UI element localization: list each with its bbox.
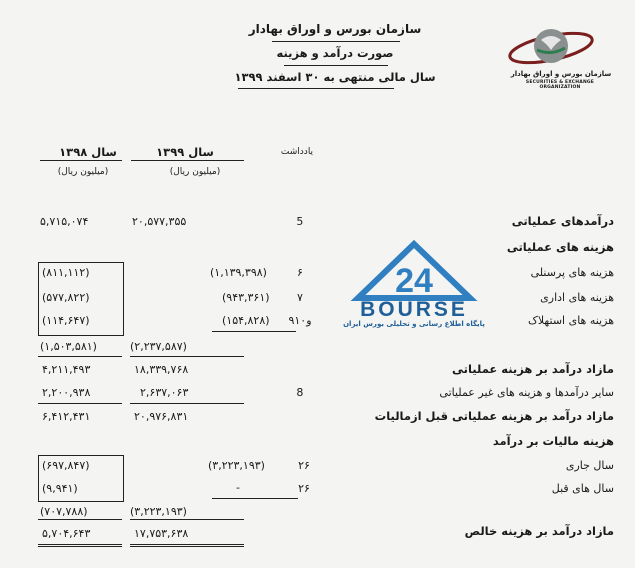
watermark-numeral: 24 <box>395 262 433 300</box>
row-label-prior-years: سال های قبل <box>551 482 614 495</box>
note-operating-revenue: 5 <box>296 215 304 228</box>
row-label-other-income: سایر درآمدها و هزینه های غیر عملیاتی <box>439 386 614 399</box>
value-1399-surplus-before-tax: ۲۰,۹۷۶,۸۳۱ <box>134 410 189 423</box>
value-1398-surplus-operating: ۴,۲۱۱,۴۹۳ <box>42 363 91 376</box>
value-1398-tax-total: (۷۰۷,۷۸۸) <box>40 505 88 518</box>
statement-period: سال مالی منتهی به ۳۰ اسفند ۱۳۹۹ <box>234 70 436 84</box>
row-label-current-year: سال جاری <box>565 459 614 472</box>
bourse24-triangle-icon <box>340 240 488 302</box>
row-label-income-tax: هزینه مالیات بر درآمد <box>492 434 614 448</box>
row-label-operating-revenue: درآمدهای عملیاتی <box>511 214 614 228</box>
statement-title: صورت درآمد و هزینه <box>276 46 394 60</box>
detail-1399-current-year: (۳,۲۲۳,۱۹۳) <box>208 459 265 472</box>
note-prior-years: ۲۶ <box>298 482 310 495</box>
value-1399-surplus-operating: ۱۸,۳۳۹,۷۶۸ <box>134 363 189 376</box>
value-1398-surplus-before-tax: ۶,۴۱۲,۴۳۱ <box>42 410 91 423</box>
detail-1399-prior-years: - <box>236 481 241 494</box>
row-label-admin: هزینه های اداری <box>540 291 614 304</box>
org-name: سازمان بورس و اوراق بهادار <box>248 22 422 36</box>
row-label-net-surplus: مازاد درآمد بر هزینه خالص <box>464 524 614 538</box>
note-other-income: 8 <box>296 386 304 399</box>
note-depreciation: ۹و۱۰ <box>288 314 312 327</box>
logo-name-en: SECURITIES & EXCHANGE ORGANIZATION <box>525 80 595 90</box>
watermark-tagline: پایگاه اطلاع رسانی و تحلیلی بورس ایران <box>343 320 485 328</box>
value-1398-prior-years: (۹,۹۴۱) <box>42 482 78 495</box>
unit-1398: (میلیون ریال) <box>57 167 109 177</box>
year-1399-header: سال ۱۳۹۹ <box>156 145 214 159</box>
year-1398-header: سال ۱۳۹۸ <box>59 145 117 159</box>
note-personnel: ۶ <box>297 266 303 279</box>
value-1398-net-surplus: ۵,۷۰۴,۶۴۳ <box>42 527 91 540</box>
value-1398-expenses-total: (۱,۵۰۳,۵۸۱) <box>40 340 97 353</box>
logo-name-fa: سازمان بورس و اوراق بهادار <box>510 70 612 78</box>
note-column-header: یادداشت <box>280 147 314 157</box>
detail-1399-personnel: (۱,۱۳۹,۳۹۸) <box>210 266 267 279</box>
row-label-operating-expenses: هزینه های عملیاتی <box>506 240 614 254</box>
value-1399-other-income: ۲,۶۳۷,۰۶۳ <box>140 386 189 399</box>
detail-1399-admin: (۹۴۳,۳۶۱) <box>222 291 270 304</box>
value-1399-tax-total: (۳,۲۲۳,۱۹۳) <box>130 505 187 518</box>
value-1398-admin: (۵۷۷,۸۲۲) <box>42 291 90 304</box>
note-current-year: ۲۶ <box>298 459 310 472</box>
sec-emblem-icon <box>505 20 615 76</box>
watermark-brand: BOURSE <box>360 298 468 321</box>
note-admin: ۷ <box>297 291 303 304</box>
bourse24-watermark <box>340 240 488 332</box>
row-label-personnel: هزینه های پرسنلی <box>530 266 614 279</box>
sec-org-logo <box>505 20 615 92</box>
value-1398-other-income: ۲,۲۰۰,۹۳۸ <box>42 386 91 399</box>
row-label-surplus-operating: مازاد درآمد بر هزینه عملیاتی <box>452 362 614 376</box>
value-1399-operating-revenue: ۲۰,۵۷۷,۳۵۵ <box>132 215 187 228</box>
value-1399-expenses-total: (۲,۲۳۷,۵۸۷) <box>130 340 187 353</box>
unit-1399: (میلیون ریال) <box>169 167 221 177</box>
value-1398-depreciation: (۱۱۴,۶۴۷) <box>42 314 90 327</box>
detail-1399-depreciation: (۱۵۴,۸۲۸) <box>222 314 270 327</box>
value-1398-current-year: (۶۹۷,۸۴۷) <box>42 459 90 472</box>
value-1398-personnel: (۸۱۱,۱۱۲) <box>42 266 90 279</box>
value-1398-operating-revenue: ۵,۷۱۵,۰۷۴ <box>40 215 89 228</box>
row-label-depreciation: هزینه های استهلاک <box>528 314 614 327</box>
value-1399-net-surplus: ۱۷,۷۵۳,۶۳۸ <box>134 527 189 540</box>
row-label-surplus-before-tax: مازاد درآمد بر هزینه عملیاتی قبل ازمالیات <box>374 409 614 423</box>
